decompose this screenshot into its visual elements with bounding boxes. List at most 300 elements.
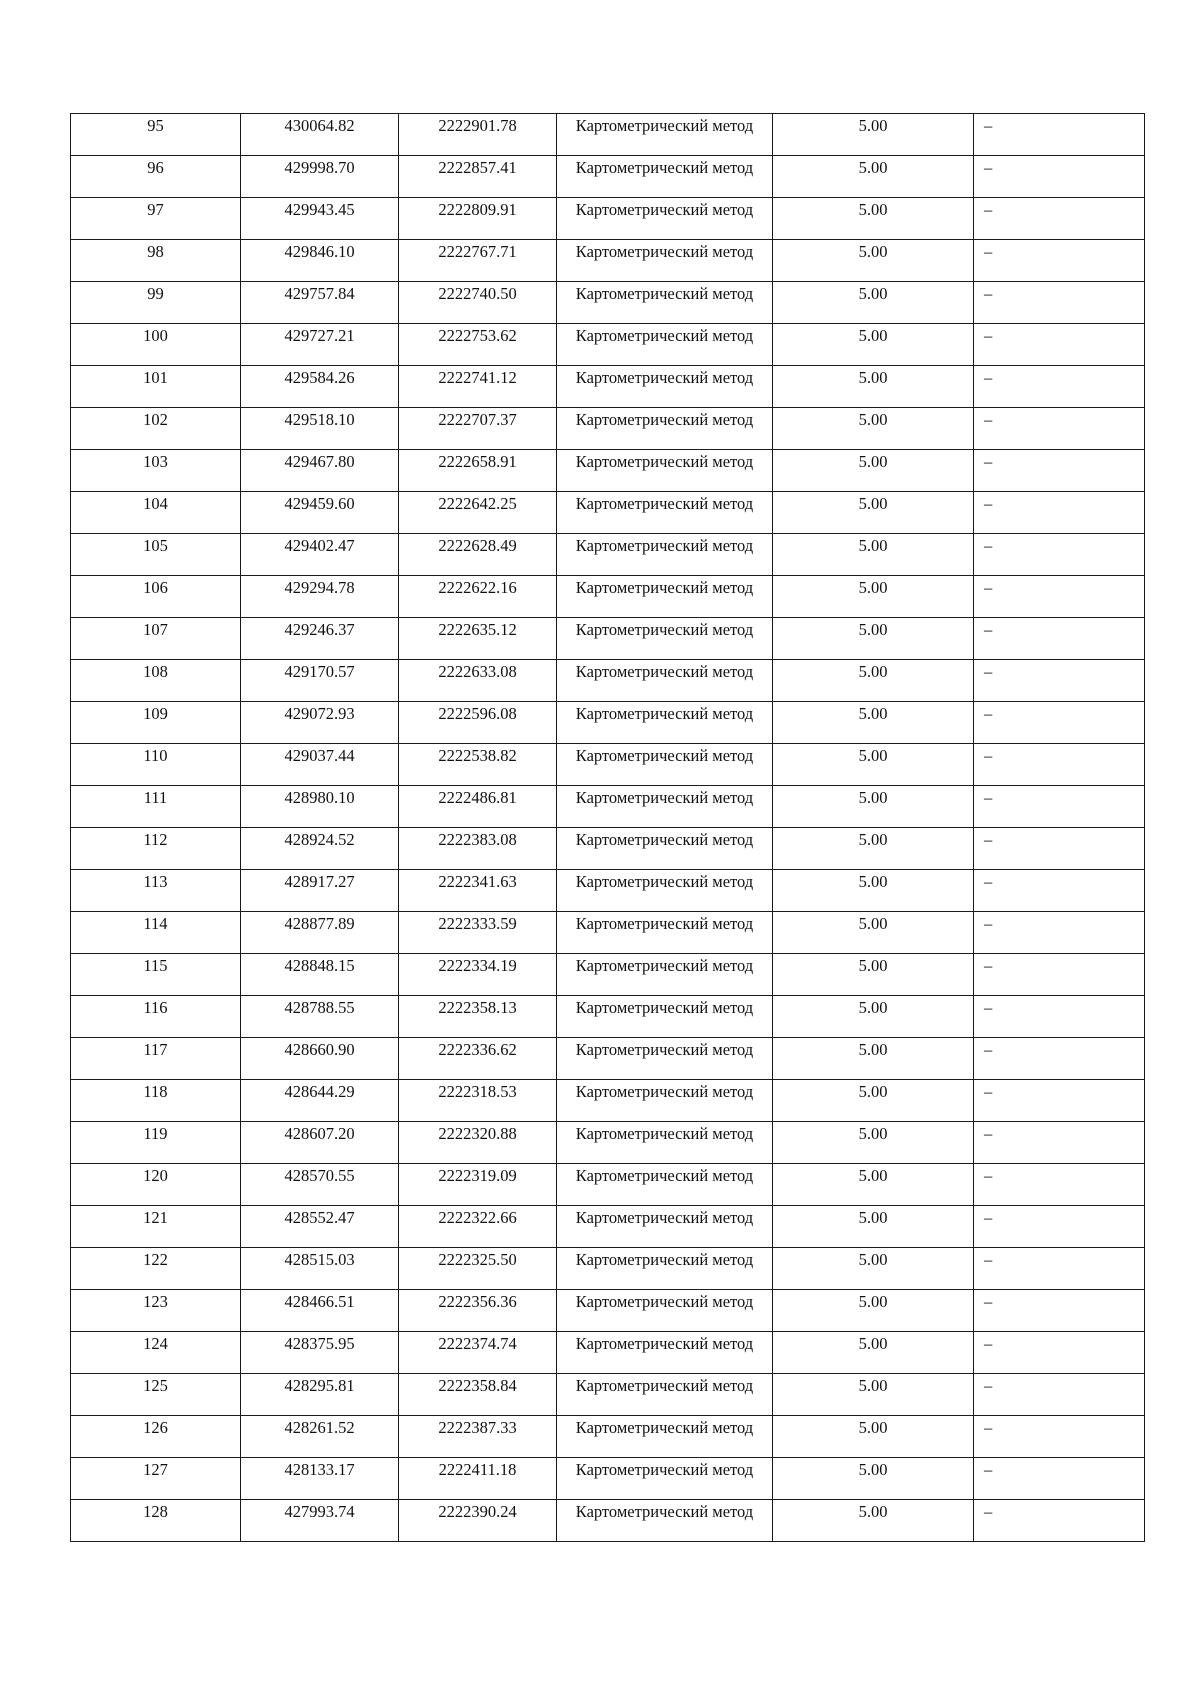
method-cell <box>557 996 773 1038</box>
note-cell <box>974 996 1145 1038</box>
note-text: – <box>984 746 993 765</box>
note-text: – <box>984 1250 993 1269</box>
method-cell <box>557 1500 773 1542</box>
y-coordinate-text: 2222319.09 <box>438 1166 517 1185</box>
x-coordinate-cell <box>241 156 399 198</box>
point-number-text: 116 <box>143 998 168 1017</box>
note-cell <box>974 534 1145 576</box>
point-number-text: 109 <box>143 704 168 723</box>
accuracy-text: 5.00 <box>858 1292 888 1311</box>
method-text: Картометрический метод <box>575 1376 754 1395</box>
point-number-text: 97 <box>147 200 164 219</box>
accuracy-text: 5.00 <box>858 872 888 891</box>
x-coordinate-text: 429846.10 <box>284 242 355 261</box>
table-row <box>71 366 1145 408</box>
x-coordinate-cell <box>241 1164 399 1206</box>
y-coordinate-text: 2222325.50 <box>438 1250 517 1269</box>
note-text: – <box>984 452 993 471</box>
accuracy-text: 5.00 <box>858 830 888 849</box>
method-text: Картометрический метод <box>575 1208 754 1227</box>
y-coordinate-text: 2222658.91 <box>438 452 517 471</box>
y-coordinate-text: 2222334.19 <box>438 956 517 975</box>
y-coordinate-cell <box>399 576 557 618</box>
accuracy-text: 5.00 <box>858 368 888 387</box>
point-number-cell <box>71 1122 241 1164</box>
point-number-cell <box>71 1374 241 1416</box>
table-row <box>71 1458 1145 1500</box>
y-coordinate-cell <box>399 1500 557 1542</box>
x-coordinate-text: 430064.82 <box>284 116 355 135</box>
point-number-text: 112 <box>143 830 168 849</box>
y-coordinate-text: 2222356.36 <box>438 1292 517 1311</box>
coordinates-table-body <box>71 114 1145 1542</box>
y-coordinate-text: 2222341.63 <box>438 872 517 891</box>
y-coordinate-text: 2222635.12 <box>438 620 517 639</box>
note-text: – <box>984 1082 993 1101</box>
x-coordinate-cell <box>241 282 399 324</box>
point-number-text: 117 <box>143 1040 168 1059</box>
table-row <box>71 954 1145 996</box>
accuracy-text: 5.00 <box>858 1418 888 1437</box>
point-number-cell <box>71 1416 241 1458</box>
accuracy-text: 5.00 <box>858 1082 888 1101</box>
note-text: – <box>984 662 993 681</box>
x-coordinate-cell <box>241 534 399 576</box>
x-coordinate-cell <box>241 240 399 282</box>
point-number-text: 120 <box>143 1166 168 1185</box>
y-coordinate-cell <box>399 702 557 744</box>
y-coordinate-text: 2222633.08 <box>438 662 517 681</box>
table-row <box>71 156 1145 198</box>
note-cell <box>974 1080 1145 1122</box>
x-coordinate-text: 429467.80 <box>284 452 355 471</box>
note-cell <box>974 1206 1145 1248</box>
y-coordinate-cell <box>399 156 557 198</box>
note-cell <box>974 240 1145 282</box>
note-cell <box>974 1332 1145 1374</box>
accuracy-text: 5.00 <box>858 494 888 513</box>
note-text: – <box>984 914 993 933</box>
point-number-cell <box>71 1458 241 1500</box>
table-row <box>71 282 1145 324</box>
y-coordinate-text: 2222628.49 <box>438 536 517 555</box>
accuracy-cell <box>773 1416 974 1458</box>
point-number-text: 126 <box>143 1418 168 1437</box>
method-cell <box>557 282 773 324</box>
note-text: – <box>984 872 993 891</box>
point-number-cell <box>71 744 241 786</box>
method-text: Картометрический метод <box>575 368 754 387</box>
x-coordinate-text: 428552.47 <box>284 1208 355 1227</box>
x-coordinate-text: 429727.21 <box>284 326 355 345</box>
accuracy-cell <box>773 324 974 366</box>
note-text: – <box>984 956 993 975</box>
note-cell <box>974 492 1145 534</box>
point-number-cell <box>71 912 241 954</box>
point-number-cell <box>71 1500 241 1542</box>
note-cell <box>974 1122 1145 1164</box>
accuracy-text: 5.00 <box>858 620 888 639</box>
point-number-text: 105 <box>143 536 168 555</box>
y-coordinate-cell <box>399 324 557 366</box>
accuracy-cell <box>773 786 974 828</box>
point-number-text: 101 <box>143 368 168 387</box>
accuracy-cell <box>773 702 974 744</box>
point-number-text: 123 <box>143 1292 168 1311</box>
y-coordinate-cell <box>399 618 557 660</box>
x-coordinate-text: 428515.03 <box>284 1250 355 1269</box>
x-coordinate-cell <box>241 1206 399 1248</box>
accuracy-cell <box>773 492 974 534</box>
point-number-cell <box>71 702 241 744</box>
point-number-cell <box>71 324 241 366</box>
accuracy-cell <box>773 1500 974 1542</box>
y-coordinate-cell <box>399 1290 557 1332</box>
note-cell <box>974 744 1145 786</box>
y-coordinate-text: 2222486.81 <box>438 788 517 807</box>
point-number-text: 119 <box>143 1124 168 1143</box>
method-cell <box>557 618 773 660</box>
accuracy-cell <box>773 870 974 912</box>
y-coordinate-text: 2222358.84 <box>438 1376 517 1395</box>
x-coordinate-cell <box>241 1290 399 1332</box>
note-text: – <box>984 368 993 387</box>
x-coordinate-text: 428644.29 <box>284 1082 355 1101</box>
method-cell <box>557 198 773 240</box>
accuracy-text: 5.00 <box>858 1040 888 1059</box>
table-row <box>71 996 1145 1038</box>
point-number-cell <box>71 1080 241 1122</box>
y-coordinate-text: 2222707.37 <box>438 410 517 429</box>
x-coordinate-cell <box>241 576 399 618</box>
x-coordinate-text: 428788.55 <box>284 998 355 1017</box>
note-cell <box>974 114 1145 156</box>
note-cell <box>974 366 1145 408</box>
note-cell <box>974 1458 1145 1500</box>
method-cell <box>557 240 773 282</box>
point-number-cell <box>71 240 241 282</box>
x-coordinate-cell <box>241 954 399 996</box>
note-cell <box>974 618 1145 660</box>
note-text: – <box>984 1124 993 1143</box>
accuracy-cell <box>773 1164 974 1206</box>
accuracy-text: 5.00 <box>858 914 888 933</box>
method-text: Картометрический метод <box>575 200 754 219</box>
y-coordinate-cell <box>399 954 557 996</box>
y-coordinate-cell <box>399 492 557 534</box>
note-text: – <box>984 536 993 555</box>
table-row <box>71 870 1145 912</box>
accuracy-cell <box>773 534 974 576</box>
accuracy-text: 5.00 <box>858 1208 888 1227</box>
y-coordinate-cell <box>399 870 557 912</box>
y-coordinate-text: 2222596.08 <box>438 704 517 723</box>
point-number-cell <box>71 576 241 618</box>
x-coordinate-cell <box>241 912 399 954</box>
point-number-text: 113 <box>143 872 168 891</box>
method-text: Картометрический метод <box>575 1460 754 1479</box>
x-coordinate-cell <box>241 450 399 492</box>
note-cell <box>974 1164 1145 1206</box>
note-text: – <box>984 1418 993 1437</box>
table-row <box>71 408 1145 450</box>
y-coordinate-cell <box>399 240 557 282</box>
accuracy-text: 5.00 <box>858 746 888 765</box>
coordinates-table <box>70 113 1145 1542</box>
note-text: – <box>984 998 993 1017</box>
y-coordinate-cell <box>399 996 557 1038</box>
table-row <box>71 1290 1145 1332</box>
x-coordinate-cell <box>241 324 399 366</box>
x-coordinate-text: 429757.84 <box>284 284 355 303</box>
y-coordinate-cell <box>399 1374 557 1416</box>
method-cell <box>557 408 773 450</box>
y-coordinate-text: 2222320.88 <box>438 1124 517 1143</box>
method-cell <box>557 1332 773 1374</box>
method-cell <box>557 870 773 912</box>
y-coordinate-text: 2222901.78 <box>438 116 517 135</box>
point-number-text: 100 <box>143 326 168 345</box>
point-number-cell <box>71 828 241 870</box>
x-coordinate-text: 427993.74 <box>284 1502 355 1521</box>
y-coordinate-cell <box>399 1416 557 1458</box>
method-text: Картометрический метод <box>575 1166 754 1185</box>
y-coordinate-cell <box>399 1038 557 1080</box>
table-row <box>71 912 1145 954</box>
x-coordinate-cell <box>241 1038 399 1080</box>
accuracy-text: 5.00 <box>858 116 888 135</box>
y-coordinate-text: 2222358.13 <box>438 998 517 1017</box>
x-coordinate-text: 428466.51 <box>284 1292 355 1311</box>
method-text: Картометрический метод <box>575 1082 754 1101</box>
accuracy-cell <box>773 1332 974 1374</box>
table-row <box>71 114 1145 156</box>
y-coordinate-cell <box>399 1080 557 1122</box>
table-row <box>71 1332 1145 1374</box>
note-cell <box>974 786 1145 828</box>
y-coordinate-cell <box>399 114 557 156</box>
note-cell <box>974 1500 1145 1542</box>
method-cell <box>557 1206 773 1248</box>
table-row <box>71 1122 1145 1164</box>
note-text: – <box>984 284 993 303</box>
point-number-text: 102 <box>143 410 168 429</box>
x-coordinate-cell <box>241 1080 399 1122</box>
x-coordinate-cell <box>241 492 399 534</box>
method-text: Картометрический метод <box>575 1334 754 1353</box>
x-coordinate-text: 429943.45 <box>284 200 355 219</box>
point-number-cell <box>71 366 241 408</box>
x-coordinate-cell <box>241 1500 399 1542</box>
method-text: Картометрический метод <box>575 620 754 639</box>
note-cell <box>974 198 1145 240</box>
method-cell <box>557 366 773 408</box>
y-coordinate-text: 2222538.82 <box>438 746 517 765</box>
table-row <box>71 1416 1145 1458</box>
accuracy-cell <box>773 828 974 870</box>
table-row <box>71 660 1145 702</box>
method-cell <box>557 1374 773 1416</box>
x-coordinate-text: 429170.57 <box>284 662 355 681</box>
method-text: Картометрический метод <box>575 830 754 849</box>
method-text: Картометрический метод <box>575 578 754 597</box>
method-cell <box>557 786 773 828</box>
accuracy-cell <box>773 156 974 198</box>
y-coordinate-text: 2222333.59 <box>438 914 517 933</box>
x-coordinate-text: 429459.60 <box>284 494 355 513</box>
accuracy-cell <box>773 408 974 450</box>
y-coordinate-text: 2222642.25 <box>438 494 517 513</box>
method-text: Картометрический метод <box>575 242 754 261</box>
x-coordinate-text: 429518.10 <box>284 410 355 429</box>
x-coordinate-cell <box>241 114 399 156</box>
accuracy-cell <box>773 450 974 492</box>
accuracy-cell <box>773 282 974 324</box>
x-coordinate-text: 428607.20 <box>284 1124 355 1143</box>
method-cell <box>557 324 773 366</box>
note-text: – <box>984 116 993 135</box>
accuracy-cell <box>773 660 974 702</box>
y-coordinate-text: 2222857.41 <box>438 158 517 177</box>
table-row <box>71 450 1145 492</box>
note-cell <box>974 1290 1145 1332</box>
method-cell <box>557 1164 773 1206</box>
accuracy-text: 5.00 <box>858 578 888 597</box>
accuracy-text: 5.00 <box>858 1460 888 1479</box>
x-coordinate-text: 428924.52 <box>284 830 355 849</box>
note-cell <box>974 702 1145 744</box>
method-text: Картометрический метод <box>575 998 754 1017</box>
note-text: – <box>984 1502 993 1521</box>
x-coordinate-cell <box>241 744 399 786</box>
accuracy-text: 5.00 <box>858 242 888 261</box>
note-text: – <box>984 704 993 723</box>
table-row <box>71 1038 1145 1080</box>
x-coordinate-cell <box>241 366 399 408</box>
x-coordinate-text: 428133.17 <box>284 1460 355 1479</box>
note-text: – <box>984 1334 993 1353</box>
x-coordinate-text: 428261.52 <box>284 1418 355 1437</box>
x-coordinate-text: 429246.37 <box>284 620 355 639</box>
table-row <box>71 1374 1145 1416</box>
method-text: Картометрический метод <box>575 410 754 429</box>
y-coordinate-cell <box>399 198 557 240</box>
y-coordinate-text: 2222387.33 <box>438 1418 517 1437</box>
point-number-cell <box>71 1206 241 1248</box>
note-text: – <box>984 200 993 219</box>
point-number-text: 118 <box>143 1082 168 1101</box>
x-coordinate-text: 428877.89 <box>284 914 355 933</box>
accuracy-text: 5.00 <box>858 998 888 1017</box>
accuracy-text: 5.00 <box>858 452 888 471</box>
method-text: Картометрический метод <box>575 1418 754 1437</box>
table-row <box>71 492 1145 534</box>
x-coordinate-cell <box>241 870 399 912</box>
accuracy-cell <box>773 240 974 282</box>
table-row <box>71 1248 1145 1290</box>
point-number-text: 103 <box>143 452 168 471</box>
accuracy-cell <box>773 996 974 1038</box>
table-row <box>71 1206 1145 1248</box>
accuracy-text: 5.00 <box>858 1502 888 1521</box>
note-cell <box>974 324 1145 366</box>
accuracy-text: 5.00 <box>858 1334 888 1353</box>
point-number-cell <box>71 450 241 492</box>
note-text: – <box>984 494 993 513</box>
method-text: Картометрический метод <box>575 704 754 723</box>
accuracy-text: 5.00 <box>858 704 888 723</box>
y-coordinate-cell <box>399 828 557 870</box>
point-number-text: 125 <box>143 1376 168 1395</box>
method-cell <box>557 114 773 156</box>
note-text: – <box>984 788 993 807</box>
method-text: Картометрический метод <box>575 872 754 891</box>
accuracy-cell <box>773 1248 974 1290</box>
point-number-text: 108 <box>143 662 168 681</box>
point-number-cell <box>71 786 241 828</box>
x-coordinate-cell <box>241 198 399 240</box>
point-number-text: 96 <box>147 158 164 177</box>
method-text: Картометрический метод <box>575 788 754 807</box>
y-coordinate-cell <box>399 1458 557 1500</box>
method-text: Картометрический метод <box>575 284 754 303</box>
point-number-text: 114 <box>143 914 168 933</box>
method-text: Картометрический метод <box>575 914 754 933</box>
point-number-text: 111 <box>143 788 168 807</box>
accuracy-text: 5.00 <box>858 284 888 303</box>
method-cell <box>557 1458 773 1500</box>
y-coordinate-cell <box>399 1206 557 1248</box>
table-row <box>71 324 1145 366</box>
note-text: – <box>984 1460 993 1479</box>
accuracy-text: 5.00 <box>858 536 888 555</box>
y-coordinate-cell <box>399 408 557 450</box>
note-cell <box>974 954 1145 996</box>
method-cell <box>557 1038 773 1080</box>
y-coordinate-text: 2222809.91 <box>438 200 517 219</box>
y-coordinate-cell <box>399 1248 557 1290</box>
x-coordinate-cell <box>241 828 399 870</box>
point-number-text: 124 <box>143 1334 168 1353</box>
point-number-text: 122 <box>143 1250 168 1269</box>
note-cell <box>974 408 1145 450</box>
point-number-text: 121 <box>143 1208 168 1227</box>
x-coordinate-text: 429037.44 <box>284 746 355 765</box>
note-cell <box>974 156 1145 198</box>
table-row <box>71 576 1145 618</box>
point-number-text: 98 <box>147 242 164 261</box>
note-cell <box>974 1416 1145 1458</box>
point-number-text: 107 <box>143 620 168 639</box>
point-number-cell <box>71 1248 241 1290</box>
x-coordinate-cell <box>241 702 399 744</box>
table-row <box>71 1164 1145 1206</box>
note-cell <box>974 450 1145 492</box>
point-number-cell <box>71 282 241 324</box>
x-coordinate-text: 428980.10 <box>284 788 355 807</box>
accuracy-text: 5.00 <box>858 1166 888 1185</box>
accuracy-cell <box>773 1122 974 1164</box>
point-number-cell <box>71 198 241 240</box>
method-text: Картометрический метод <box>575 116 754 135</box>
point-number-cell <box>71 534 241 576</box>
y-coordinate-text: 2222741.12 <box>438 368 517 387</box>
note-cell <box>974 1038 1145 1080</box>
method-cell <box>557 492 773 534</box>
accuracy-cell <box>773 618 974 660</box>
y-coordinate-text: 2222336.62 <box>438 1040 517 1059</box>
y-coordinate-cell <box>399 1332 557 1374</box>
